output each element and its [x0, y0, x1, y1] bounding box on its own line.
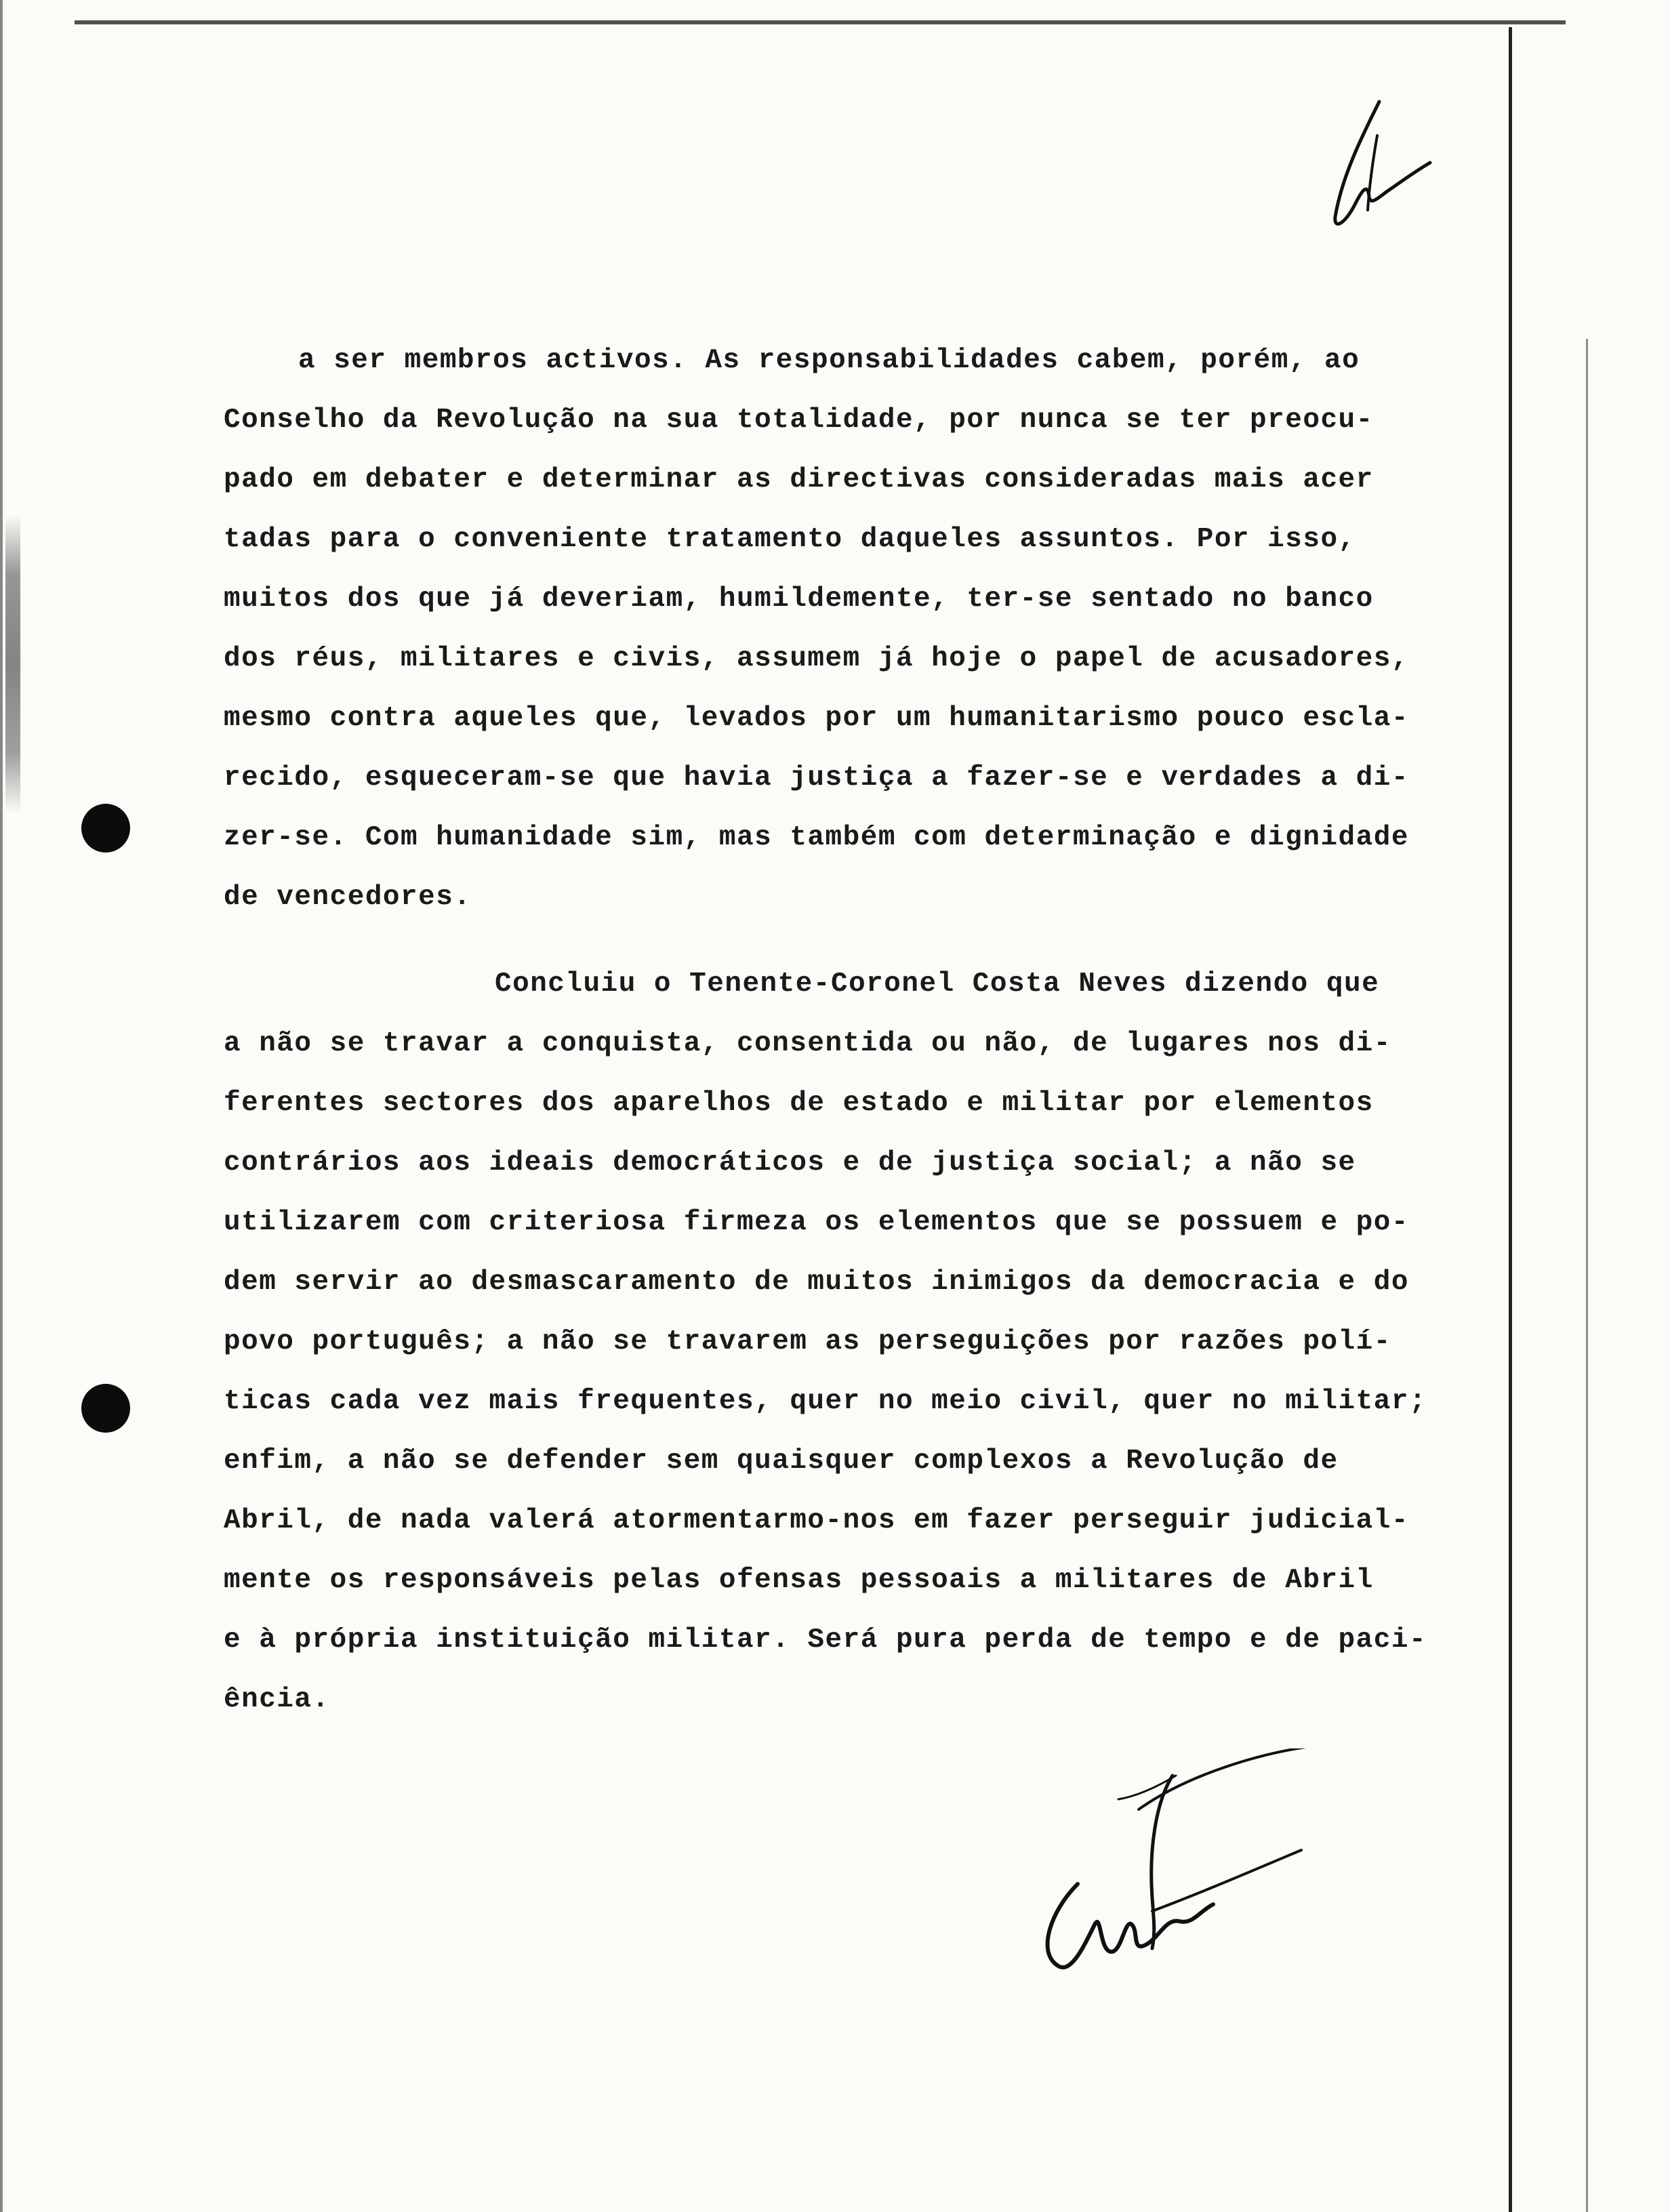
text-line: ência.: [224, 1684, 330, 1715]
text-line: recido, esqueceram-se que havia justiça a fazer-se e verdades a di-: [224, 762, 1409, 794]
text-line: zer-se. Com humanidade sim, mas também com determinação e dignidade: [224, 822, 1409, 853]
text-line: de vencedores.: [224, 882, 472, 913]
text-line: e à própria instituição militar. Será pura perda de tempo e de paci-: [224, 1624, 1427, 1656]
page-edge-top: [75, 20, 1566, 24]
paragraph: [224, 954, 1444, 1729]
paragraph-gap: [224, 927, 1444, 954]
text-line: muitos dos que já deveriam, humildemente, ter-se sentado no banco: [224, 583, 1374, 615]
text-line: Abril, de nada valerá atormentarmo-nos em fazer perseguir judicial-: [224, 1505, 1409, 1536]
punch-hole: [81, 1384, 130, 1433]
text-line: Concluiu o Tenente-Coronel Costa Neves dizendo que: [495, 968, 1380, 1000]
document-body: [224, 331, 1444, 1729]
initials-signature: [1315, 95, 1450, 244]
punch-hole: [81, 804, 130, 853]
page-edge-left: [0, 0, 3, 2212]
text-line: povo português; a não se travarem as perseguições por razões polí-: [224, 1326, 1391, 1357]
text-line: dem servir ao desmascaramento de muitos inimigos da democracia e do: [224, 1267, 1409, 1298]
text-line: Conselho da Revolução na sua totalidade, por nunca se ter preocu-: [224, 405, 1374, 436]
text-line: mente os responsáveis pelas ofensas pessoais a militares de Abril: [224, 1565, 1374, 1596]
text-line: tadas para o conveniente tratamento daqueles assuntos. Por isso,: [224, 524, 1356, 555]
text-line: dos réus, militares e civis, assumem já hoje o papel de acusadores,: [224, 643, 1409, 674]
text-line: a não se travar a conquista, consentida ou não, de lugares nos di-: [224, 1028, 1391, 1059]
page-edge-right: [1509, 27, 1512, 2212]
text-line: enfim, a não se defender sem quaisquer complexos a Revolução de: [224, 1446, 1339, 1477]
page-edge-shadow: [1586, 339, 1588, 2212]
paragraph: [224, 331, 1444, 927]
text-line: ticas cada vez mais frequentes, quer no meio civil, quer no militar;: [224, 1386, 1427, 1417]
text-line: ferentes sectores dos aparelhos de estado e militar por elementos: [224, 1088, 1374, 1119]
handwritten-signature: [1037, 1748, 1335, 2006]
text-line: pado em debater e determinar as directivas consideradas mais acer: [224, 464, 1374, 495]
text-line: utilizarem com criteriosa firmeza os elementos que se possuem e po-: [224, 1207, 1409, 1238]
text-line: contrários aos ideais democráticos e de justiça social; a não se: [224, 1147, 1356, 1179]
scan-smudge: [5, 515, 20, 813]
text-line: a ser membros activos. As responsabilidades cabem, porém, ao: [298, 345, 1360, 376]
text-line: mesmo contra aqueles que, levados por um humanitarismo pouco escla-: [224, 703, 1409, 734]
